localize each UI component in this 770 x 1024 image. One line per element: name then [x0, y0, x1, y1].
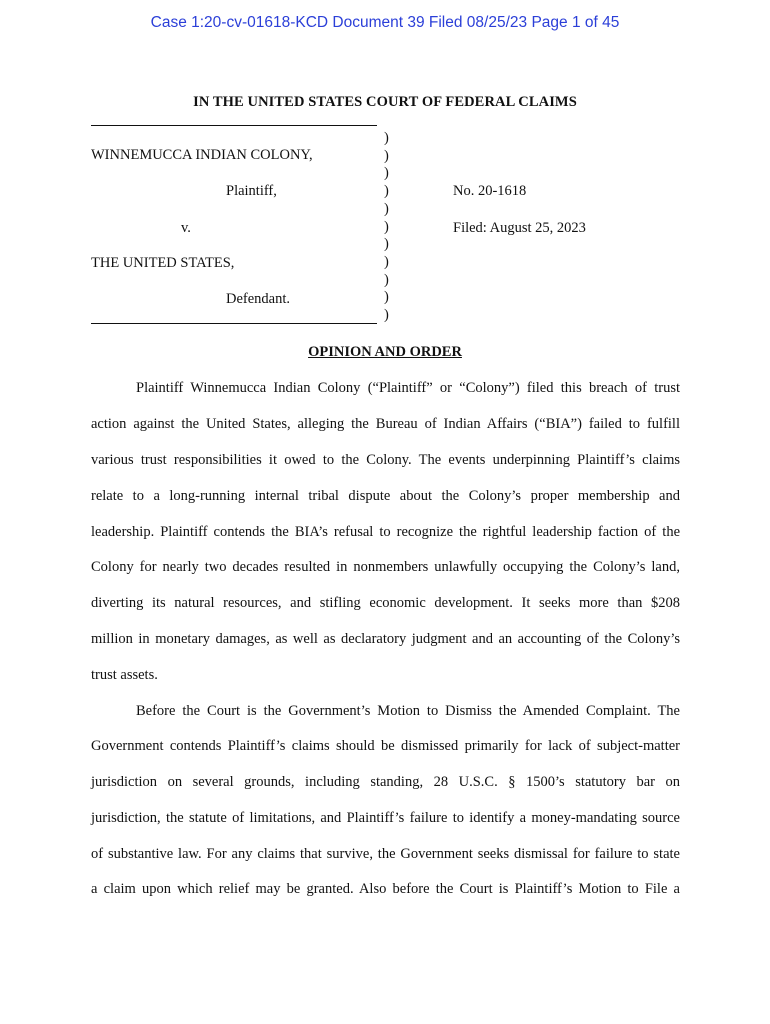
body-line: a claim upon which relief may be granted. Also before the Court is Plaintiff’s Motion to File a [91, 881, 680, 897]
caption-parentheses [384, 130, 394, 325]
body-line: jurisdiction, the statute of limitations, and Plaintiff’s failure to identify a money-mandating source [91, 810, 680, 826]
caption-paren: ) [384, 307, 389, 324]
caption-paren: ) [384, 289, 389, 306]
body-line: million in monetary damages, as well as declaratory judgment and an accounting of the Colony’s [91, 631, 680, 647]
caption-paren: ) [384, 253, 389, 270]
caption-paren: ) [384, 218, 389, 235]
body-line: jurisdiction on several grounds, including standing, 28 U.S.C. § 1500’s statutory bar on [91, 774, 680, 790]
caption-paren: ) [384, 130, 389, 146]
caption-paren: ) [384, 271, 389, 288]
body-line: of substantive law. For any claims that survive, the Government seeks dismissal for failure to state [91, 846, 680, 862]
body-line: various trust responsibilities it owed to the Colony. The events underpinning Plaintiff’s claims [91, 452, 680, 468]
body-line: action against the United States, alleging the Bureau of Indian Affairs (“BIA”) failed to fulfill [91, 416, 680, 432]
defendant-name: THE UNITED STATES, [91, 255, 235, 271]
plaintiff-name: WINNEMUCCA INDIAN COLONY, [91, 147, 313, 163]
body-line: Colony for nearly two decades resulted in nonmembers unlawfully occupying the Colony’s land, [91, 559, 680, 575]
caption-paren: ) [384, 147, 389, 164]
defendant-role: Defendant. [226, 291, 291, 307]
court-title: IN THE UNITED STATES COURT OF FEDERAL CLAIMS [193, 94, 577, 110]
caption-bottom-rule [91, 323, 377, 324]
versus: v. [181, 220, 191, 236]
body-line: diverting its natural resources, and stifling economic development. It seeks more than $208 [91, 595, 680, 611]
caption-paren: ) [384, 200, 389, 217]
caption-top-rule [91, 125, 377, 126]
body-line: leadership. Plaintiff contends the BIA’s refusal to recognize the rightful leadership faction of the [91, 524, 680, 540]
body-line: relate to a long-running internal tribal dispute about the Colony’s proper membership and [91, 488, 680, 504]
caption-paren: ) [384, 165, 389, 182]
filed-date: Filed: August 25, 2023 [453, 220, 586, 236]
caption-paren: ) [384, 183, 389, 200]
body-line: trust assets. [91, 667, 158, 683]
caption-paren: ) [384, 236, 389, 253]
body-line: Before the Court is the Government’s Motion to Dismiss the Amended Complaint. The [136, 703, 680, 719]
body-line: Plaintiff Winnemucca Indian Colony (“Plaintiff” or “Colony”) filed this breach of trust [136, 380, 680, 396]
opinion-heading: OPINION AND ORDER [308, 344, 462, 360]
case-number: No. 20-1618 [453, 183, 527, 199]
case-header-stamp: Case 1:20-cv-01618-KCD Document 39 Filed 08/25/23 Page 1 of 45 [150, 14, 620, 31]
plaintiff-role: Plaintiff, [226, 183, 277, 199]
body-line: Government contends Plaintiff’s claims should be dismissed primarily for lack of subject-matter [91, 738, 680, 754]
